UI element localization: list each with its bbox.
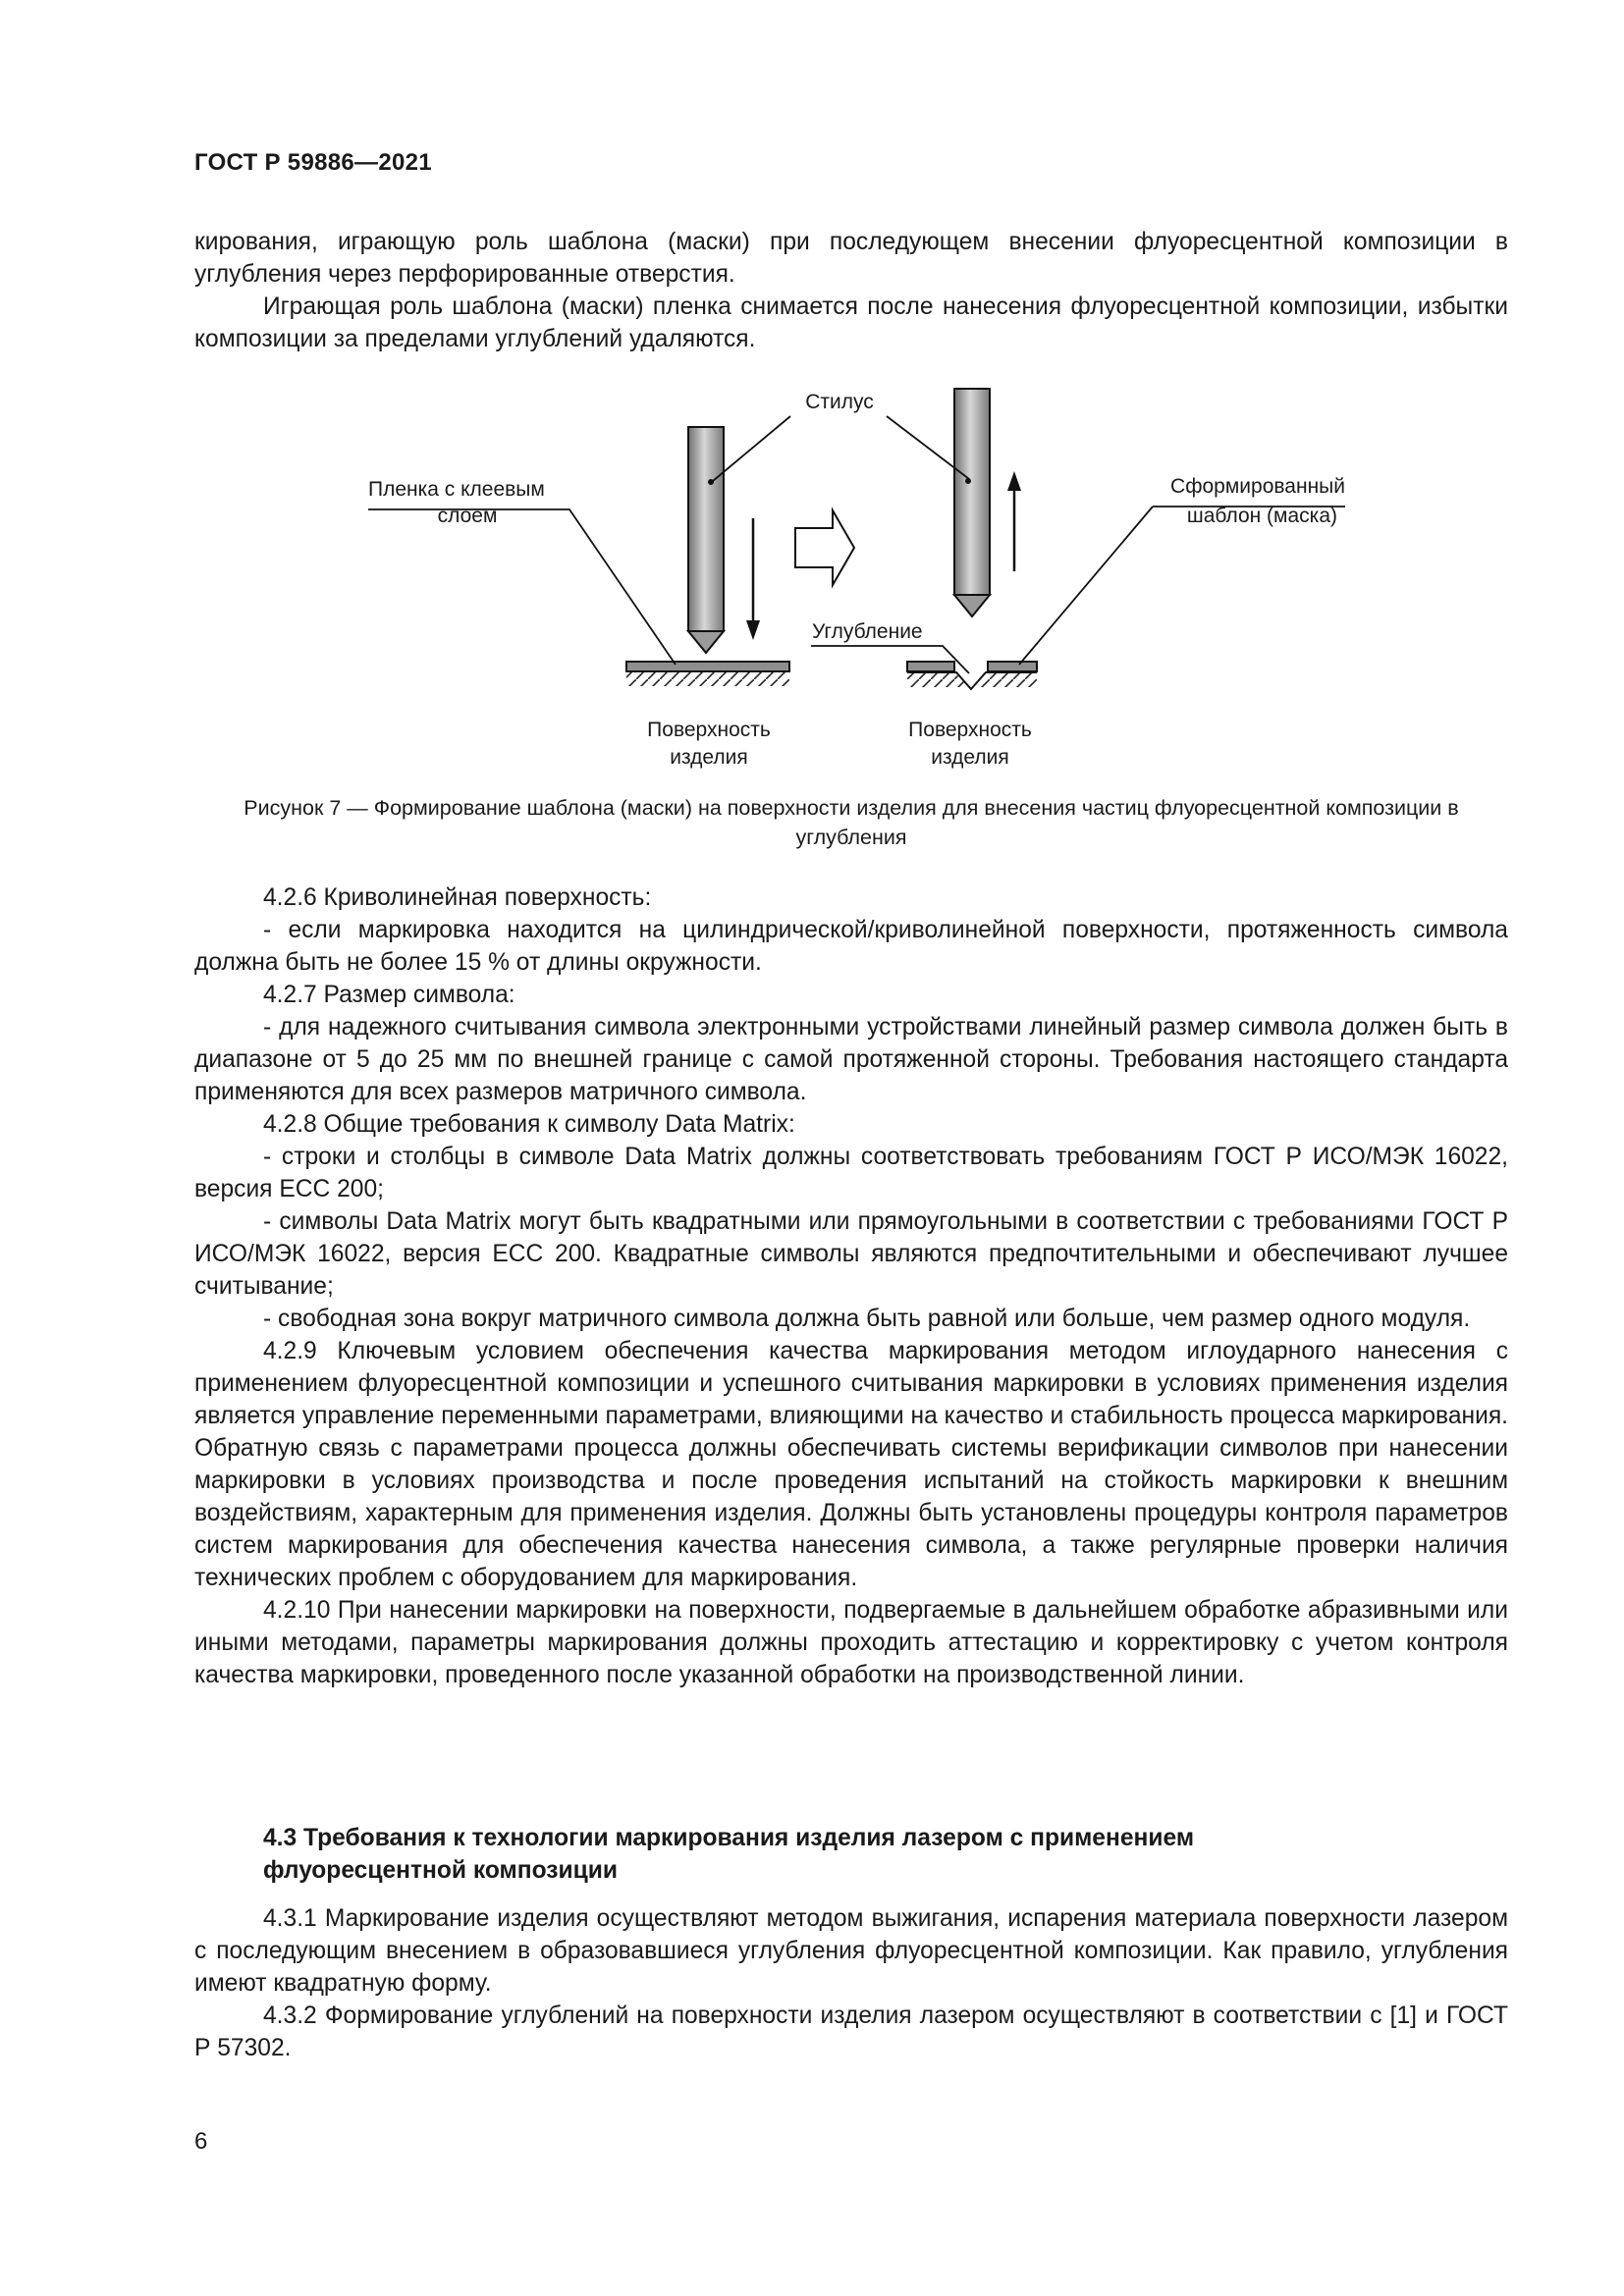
paragraph: 4.2.10 При нанесении маркировки на поверхности, подвергаемые в дальнейшем обработке абразивными или иными методами, параметры маркирования должны проходить аттестацию и корректировку с учетом контроля качества маркировки, проведенного после указанной обработки на производственной линии. bbox=[194, 1597, 1508, 1688]
paragraph: - строки и столбцы в символе Data Matrix должны соответствовать требованиям ГОСТ Р ИСО/МЭК 16022, версия ECC 200; bbox=[194, 1144, 1508, 1202]
heading-line: 4.3 Требования к технологии маркирования изделия лазером с применением bbox=[263, 1825, 1195, 1851]
paragraph: - если маркировка находится на цилиндрической/криволинейной поверхности, протяженность символа должна быть не более 15 % от длины окружности. bbox=[194, 917, 1508, 976]
transition-arrow bbox=[795, 510, 854, 585]
right-surface bbox=[907, 662, 1037, 689]
document-header: ГОСТ Р 59886—2021 bbox=[194, 149, 432, 176]
page-number: 6 bbox=[194, 2128, 208, 2155]
paragraph: кирования, играющую роль шаблона (маски) при последующем внесении флуоресцентной композиции в углубления через перфорированные отверстия. bbox=[194, 229, 1508, 288]
paragraph: - символы Data Matrix могут быть квадратными или прямоугольными в соответствии с требованиями ГОСТ Р ИСО/МЭК 16022, версия ECC 200. Квадратные символы являются предпочтительными и обеспечивают лучшее считывание; bbox=[194, 1208, 1508, 1300]
right-stylus bbox=[954, 389, 990, 616]
intro-text bbox=[194, 226, 1508, 355]
down-arrow bbox=[746, 518, 760, 640]
section-heading-4-3 bbox=[263, 1822, 1441, 1887]
surface-left-label-line1: Поверхность bbox=[647, 719, 771, 741]
stylus-label: Стилус bbox=[805, 391, 874, 413]
figure-caption: Рисунок 7 — Формирование шаблона (маски) на поверхности изделия для внесения частиц флуоресцентной композиции в углубления bbox=[244, 796, 1459, 849]
heading-line: флуоресцентной композиции bbox=[263, 1857, 619, 1884]
paragraph: - свободная зона вокруг матричного символа должна быть равной или больше, чем размер одного модуля. bbox=[263, 1306, 1471, 1332]
paragraph: 4.3.1 Маркирование изделия осуществляют методом выжигания, испарения материала поверхности лазером с последующим внесением в образовавшиеся углубления флуоресцентной композиции. Как правило, углубления имеют квадратную форму. bbox=[194, 1905, 1508, 1997]
paragraph: 4.2.9 Ключевым условием обеспечения качества маркирования методом иглоударного нанесения с применением флуоресцентной композиции и успешного считывания маркировки в условиях применения изделия является управление переменными параметрами, влияющими на качество и стабильность процесса маркирования. Обратную связь с параметрами процесса должны обеспечивать системы верификации символов при нанесении маркировки в условиях производства и после проведения испытаний на стойкость маркировки к внешним воздействиям, характерным для применения изделия. Должны быть установлены процедуры контроля параметров систем маркирования для обеспечения качества нанесения символа, а также регулярные проверки наличия технических проблем с оборудованием для маркирования. bbox=[194, 1338, 1508, 1591]
film-label-line2: слоем bbox=[437, 505, 498, 527]
up-arrow bbox=[1007, 471, 1021, 571]
template-label-line1: Сформированный bbox=[1170, 475, 1345, 498]
paragraph: 4.2.7 Размер символа: bbox=[263, 982, 515, 1008]
section-4-3-text bbox=[194, 1902, 1508, 2064]
left-surface bbox=[626, 662, 789, 686]
paragraph: 4.3.2 Формирование углублений на поверхности изделия лазером осуществляют в соответствии с [1] и ГОСТ Р 57302. bbox=[194, 2002, 1508, 2061]
left-stylus bbox=[688, 427, 724, 653]
paragraph: 4.2.8 Общие требования к символу Data Matrix: bbox=[263, 1111, 795, 1138]
figure-7-diagram bbox=[0, 373, 1624, 785]
surface-right-label-line1: Поверхность bbox=[908, 719, 1032, 741]
template-label-line2: шаблон (маска) bbox=[1186, 505, 1337, 527]
recess-label: Углубление bbox=[812, 620, 923, 643]
surface-left-label-line2: изделия bbox=[670, 746, 748, 769]
body-text bbox=[194, 881, 1508, 1691]
surface-right-label-line2: изделия bbox=[931, 746, 1009, 769]
paragraph: - для надежного считывания символа электронными устройствами линейный размер символа должен быть в диапазоне от 5 до 25 мм по внешней границе с самой протяженной стороны. Требования настоящего стандарта применяются для всех размеров матричного символа. bbox=[194, 1014, 1508, 1105]
film-label-line1: Пленка с клеевым bbox=[368, 478, 545, 501]
paragraph: Играющая роль шаблона (маски) пленка снимается после нанесения флуоресцентной композиции, избытки композиции за пределами углублений удаляются. bbox=[194, 294, 1508, 352]
paragraph: 4.2.6 Криволинейная поверхность: bbox=[263, 884, 652, 911]
